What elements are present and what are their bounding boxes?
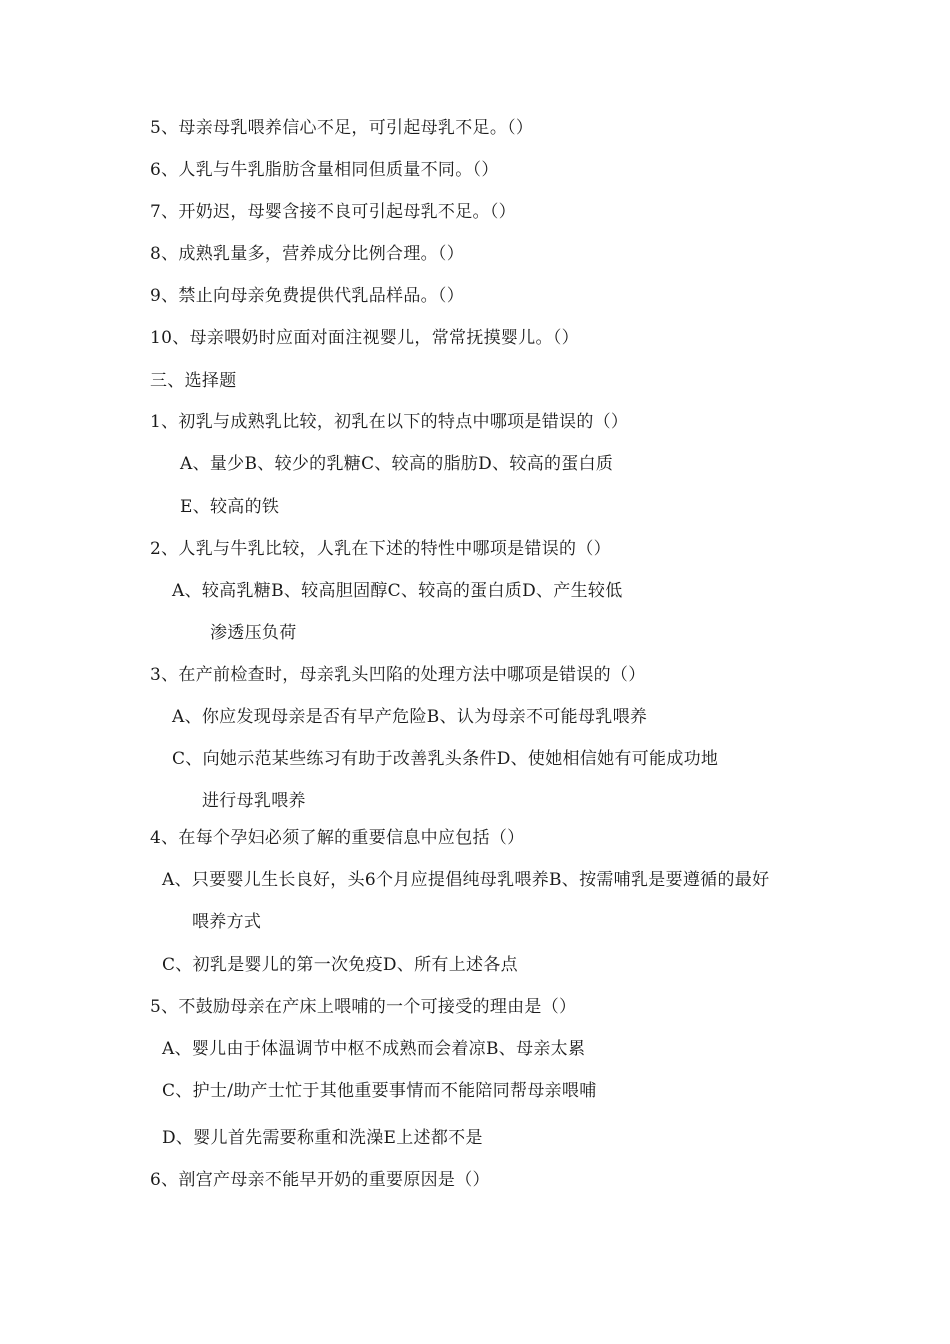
mc-question-1-options: A、量少B、较少的乳糖C、较高的脂肪D、较高的蛋白质 <box>180 454 614 474</box>
tf-item-9: 9、禁止向母亲免费提供代乳品样品。（） <box>150 286 465 306</box>
mc-question-5: 5、不鼓励母亲在产床上喂哺的一个可接受的理由是（） <box>150 997 577 1017</box>
mc-question-5-options: A、婴儿由于体温调节中枢不成熟而会着凉B、母亲太累 <box>162 1039 586 1059</box>
tf-item-10: 10、母亲喂奶时应面对面注视婴儿，常常抚摸婴儿。（） <box>150 328 579 348</box>
mc-question-1-options-cont: E、较高的铁 <box>180 497 280 517</box>
mc-question-1: 1、初乳与成熟乳比较，初乳在以下的特点中哪项是错误的（） <box>150 412 629 432</box>
mc-question-3-options: A、你应发现母亲是否有早产危险B、认为母亲不可能母乳喂养 <box>172 707 648 727</box>
mc-question-4-options-cont2: C、初乳是婴儿的第一次免疫D、所有上述各点 <box>162 955 518 975</box>
tf-item-6: 6、人乳与牛乳脂肪含量相同但质量不同。（） <box>150 160 499 180</box>
section-title: 三、选择题 <box>150 371 237 391</box>
mc-question-2-options-cont: 渗透压负荷 <box>210 623 297 643</box>
tf-item-8: 8、成熟乳量多，营养成分比例合理。（） <box>150 244 465 264</box>
mc-question-2: 2、人乳与牛乳比较，人乳在下述的特性中哪项是错误的（） <box>150 539 611 559</box>
mc-question-4-options-cont: 喂养方式 <box>192 912 262 932</box>
mc-question-4: 4、在每个孕妇必须了解的重要信息中应包括（） <box>150 828 525 848</box>
mc-question-3-options-cont2: 进行母乳喂养 <box>202 791 306 811</box>
mc-question-4-options: A、只要婴儿生长良好，头6个月应提倡纯母乳喂养B、按需哺乳是要遵循的最好 <box>162 870 770 890</box>
mc-question-2-options: A、较高乳糖B、较高胆固醇C、较高的蛋白质D、产生较低 <box>172 581 623 601</box>
mc-question-5-options-cont: C、护士/助产士忙于其他重要事情而不能陪同帮母亲喂哺 <box>162 1081 597 1101</box>
mc-question-6: 6、剖宫产母亲不能早开奶的重要原因是（） <box>150 1170 490 1190</box>
tf-item-7: 7、开奶迟，母婴含接不良可引起母乳不足。（） <box>150 202 516 222</box>
mc-question-3-options-cont: C、向她示范某些练习有助于改善乳头条件D、使她相信她有可能成功地 <box>172 749 719 769</box>
tf-item-5: 5、母亲母乳喂养信心不足，可引起母乳不足。（） <box>150 118 534 138</box>
mc-question-5-options-cont2: D、婴儿首先需要称重和洗澡E上述都不是 <box>162 1128 483 1148</box>
mc-question-3: 3、在产前检查时，母亲乳头凹陷的处理方法中哪项是错误的（） <box>150 665 646 685</box>
